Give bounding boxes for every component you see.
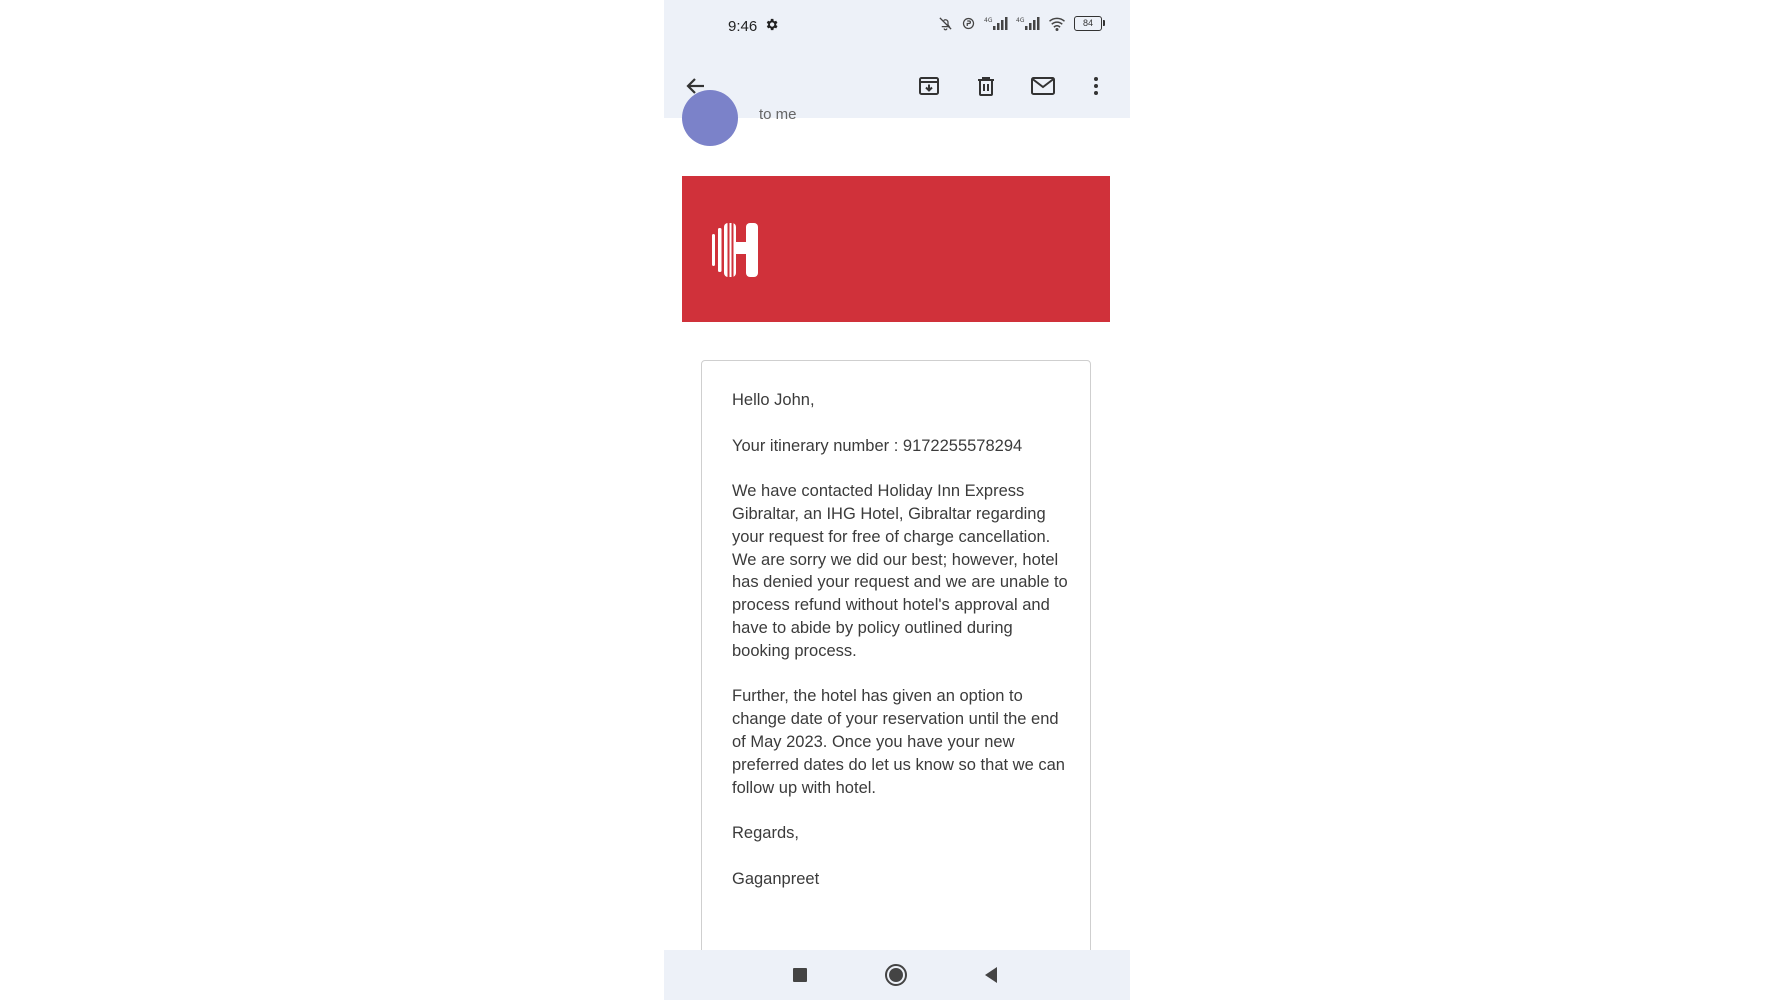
wifi-icon (1048, 16, 1066, 31)
hotels-logo-icon (710, 220, 770, 280)
signal-4g-icon (984, 16, 1008, 31)
recipient-label[interactable]: to me (759, 106, 797, 123)
more-vert-icon[interactable] (1076, 66, 1116, 106)
gear-icon (764, 17, 779, 36)
recent-apps-icon[interactable] (785, 960, 815, 990)
svg-text:4G: 4G (1016, 17, 1025, 24)
signal-4g-icon (1016, 16, 1040, 31)
message-paragraph: Further, the hotel has given an option to change date of your reservation until the end of May 2023. Once you have your new preferred dates do let us know so that we can follow up with hotel. (732, 687, 1065, 797)
svg-text:4G: 4G (984, 17, 993, 24)
phone-screen (664, 0, 1130, 1000)
brand-banner (682, 176, 1110, 322)
bell-off-icon (938, 16, 953, 31)
greeting: Hello John, (732, 391, 815, 409)
trash-icon[interactable] (966, 66, 1006, 106)
data-saver-icon (961, 16, 976, 31)
message-paragraph: We have contacted Holiday Inn Express Gibraltar, an IHG Hotel, Gibraltar regarding your request for free of charge cancellation. We are sorry we did our best; however, hotel has denied your request and we are unable to process refund without hotel's approval and have to abide by policy outlined during booking process. (732, 482, 1068, 660)
archive-icon[interactable] (909, 66, 949, 106)
navigation-bar (664, 950, 1130, 1000)
signature: Gaganpreet (732, 869, 820, 888)
mail-icon[interactable] (1023, 66, 1063, 106)
back-icon[interactable] (976, 960, 1006, 990)
status-time: 9:46 (728, 18, 758, 35)
home-icon[interactable] (881, 960, 911, 990)
status-bar (664, 0, 1130, 54)
message-body (732, 389, 1068, 913)
regards: Regards, (732, 824, 799, 843)
email-content (664, 106, 1130, 950)
itinerary-number: Your itinerary number : 9172255578294 (732, 436, 1023, 455)
avatar[interactable] (682, 90, 738, 146)
status-icons (938, 16, 1102, 31)
message-card (701, 360, 1091, 982)
battery-icon: 84 (1074, 16, 1102, 31)
